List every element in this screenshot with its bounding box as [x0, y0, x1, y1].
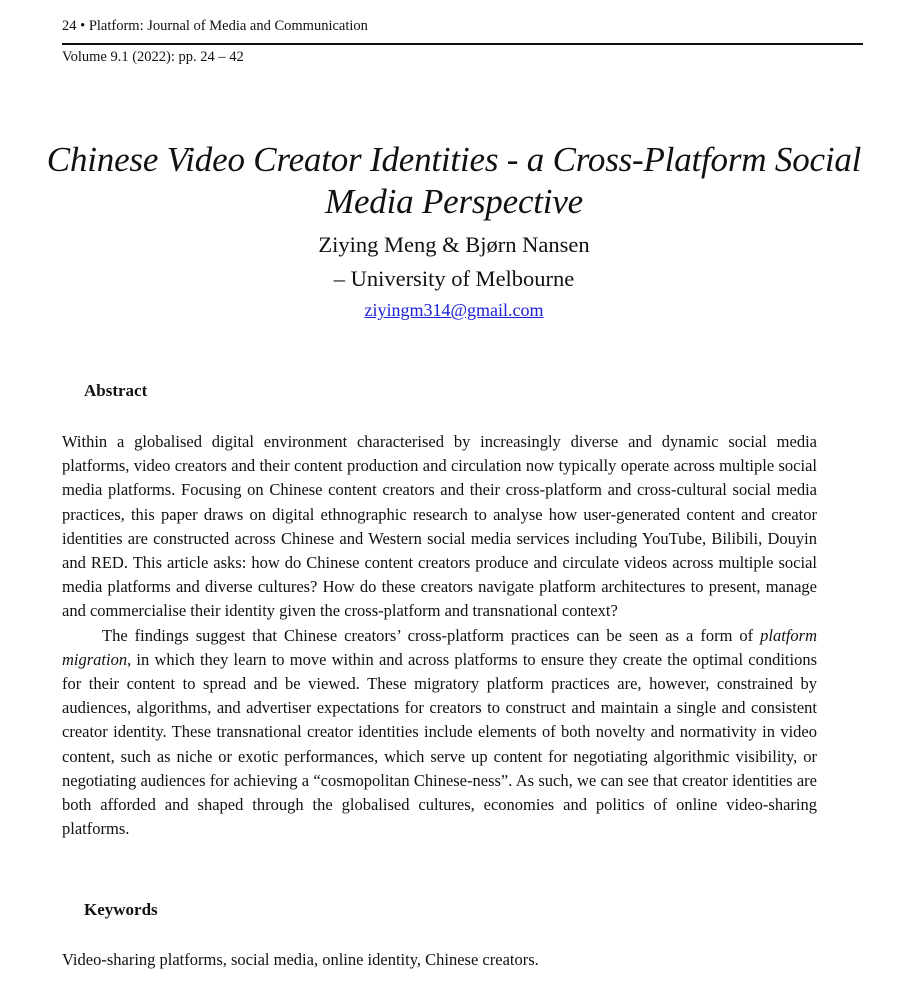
abstract-paragraph-1: Within a globalised digital environment characterised by increasingly diverse and dynamic social media platforms, video creators and their content production and circulation now typically operate across multiple social media platforms. Focusing on Chinese content creators and their cross-platform and cross-cultural social media practices, this paper draws on digital ethnographic research to analyse how user-generated content and creator identities are constructed across Chinese and Western social media services including YouTube, Bilibili, Douyin and RED. This article asks: how do Chinese content creators produce and circulate videos across multiple social media platforms and diverse cultures? How do these creators navigate platform architectures to present, manage and commercialise their identity given the cross-platform and transnational context?: [62, 432, 817, 621]
platform-migration-term: platform migration: [62, 625, 817, 669]
running-head: 24 • Platform: Journal of Media and Communication: [62, 18, 368, 34]
author-names: Ziying Meng & Bjørn Nansen: [318, 232, 590, 257]
volume-info: Volume 9.1 (2022): pp. 24 – 42: [62, 49, 244, 65]
article-title: Chinese Video Creator Identities - a Cross-Platform Social Media Perspective: [46, 140, 862, 221]
abstract-paragraph-2-start: The findings suggest that Chinese creators’ cross-platform practices can be seen as a form of: [102, 625, 761, 645]
author-affiliation: – University of Melbourne: [333, 266, 575, 291]
abstract-heading: Abstract: [84, 381, 148, 400]
keywords-list: Video-sharing platforms, social media, online identity, Chinese creators.: [62, 950, 539, 969]
keywords-heading: Keywords: [84, 900, 158, 919]
abstract-paragraph-2: [62, 624, 817, 842]
abstract-body: [62, 430, 817, 841]
abstract-paragraph-2-end: , in which they learn to move within and across platforms to ensure they create the optimal conditions for their content to spread and be viewed. These migratory platform practices are, however, constrained by audiences, algorithms, and advertiser expectations for creators to construct and maintain a single and consistent creator identity. These transnational creator identities include elements of both novelty and normativity in video content, such as niche or exotic performances, which serve up content for negotiating algorithmic visibility, or negotiating audiences for achieving a “cosmopolitan Chinese-ness”. As such, we can see that creator identities are both afforded and shaped through the globalised cultures, economies and politics of online video-sharing platforms.: [62, 649, 817, 839]
author-email: [40, 298, 868, 322]
email-link[interactable]: ziyingm314@gmail.com: [364, 300, 544, 320]
header-rule: [62, 43, 863, 45]
